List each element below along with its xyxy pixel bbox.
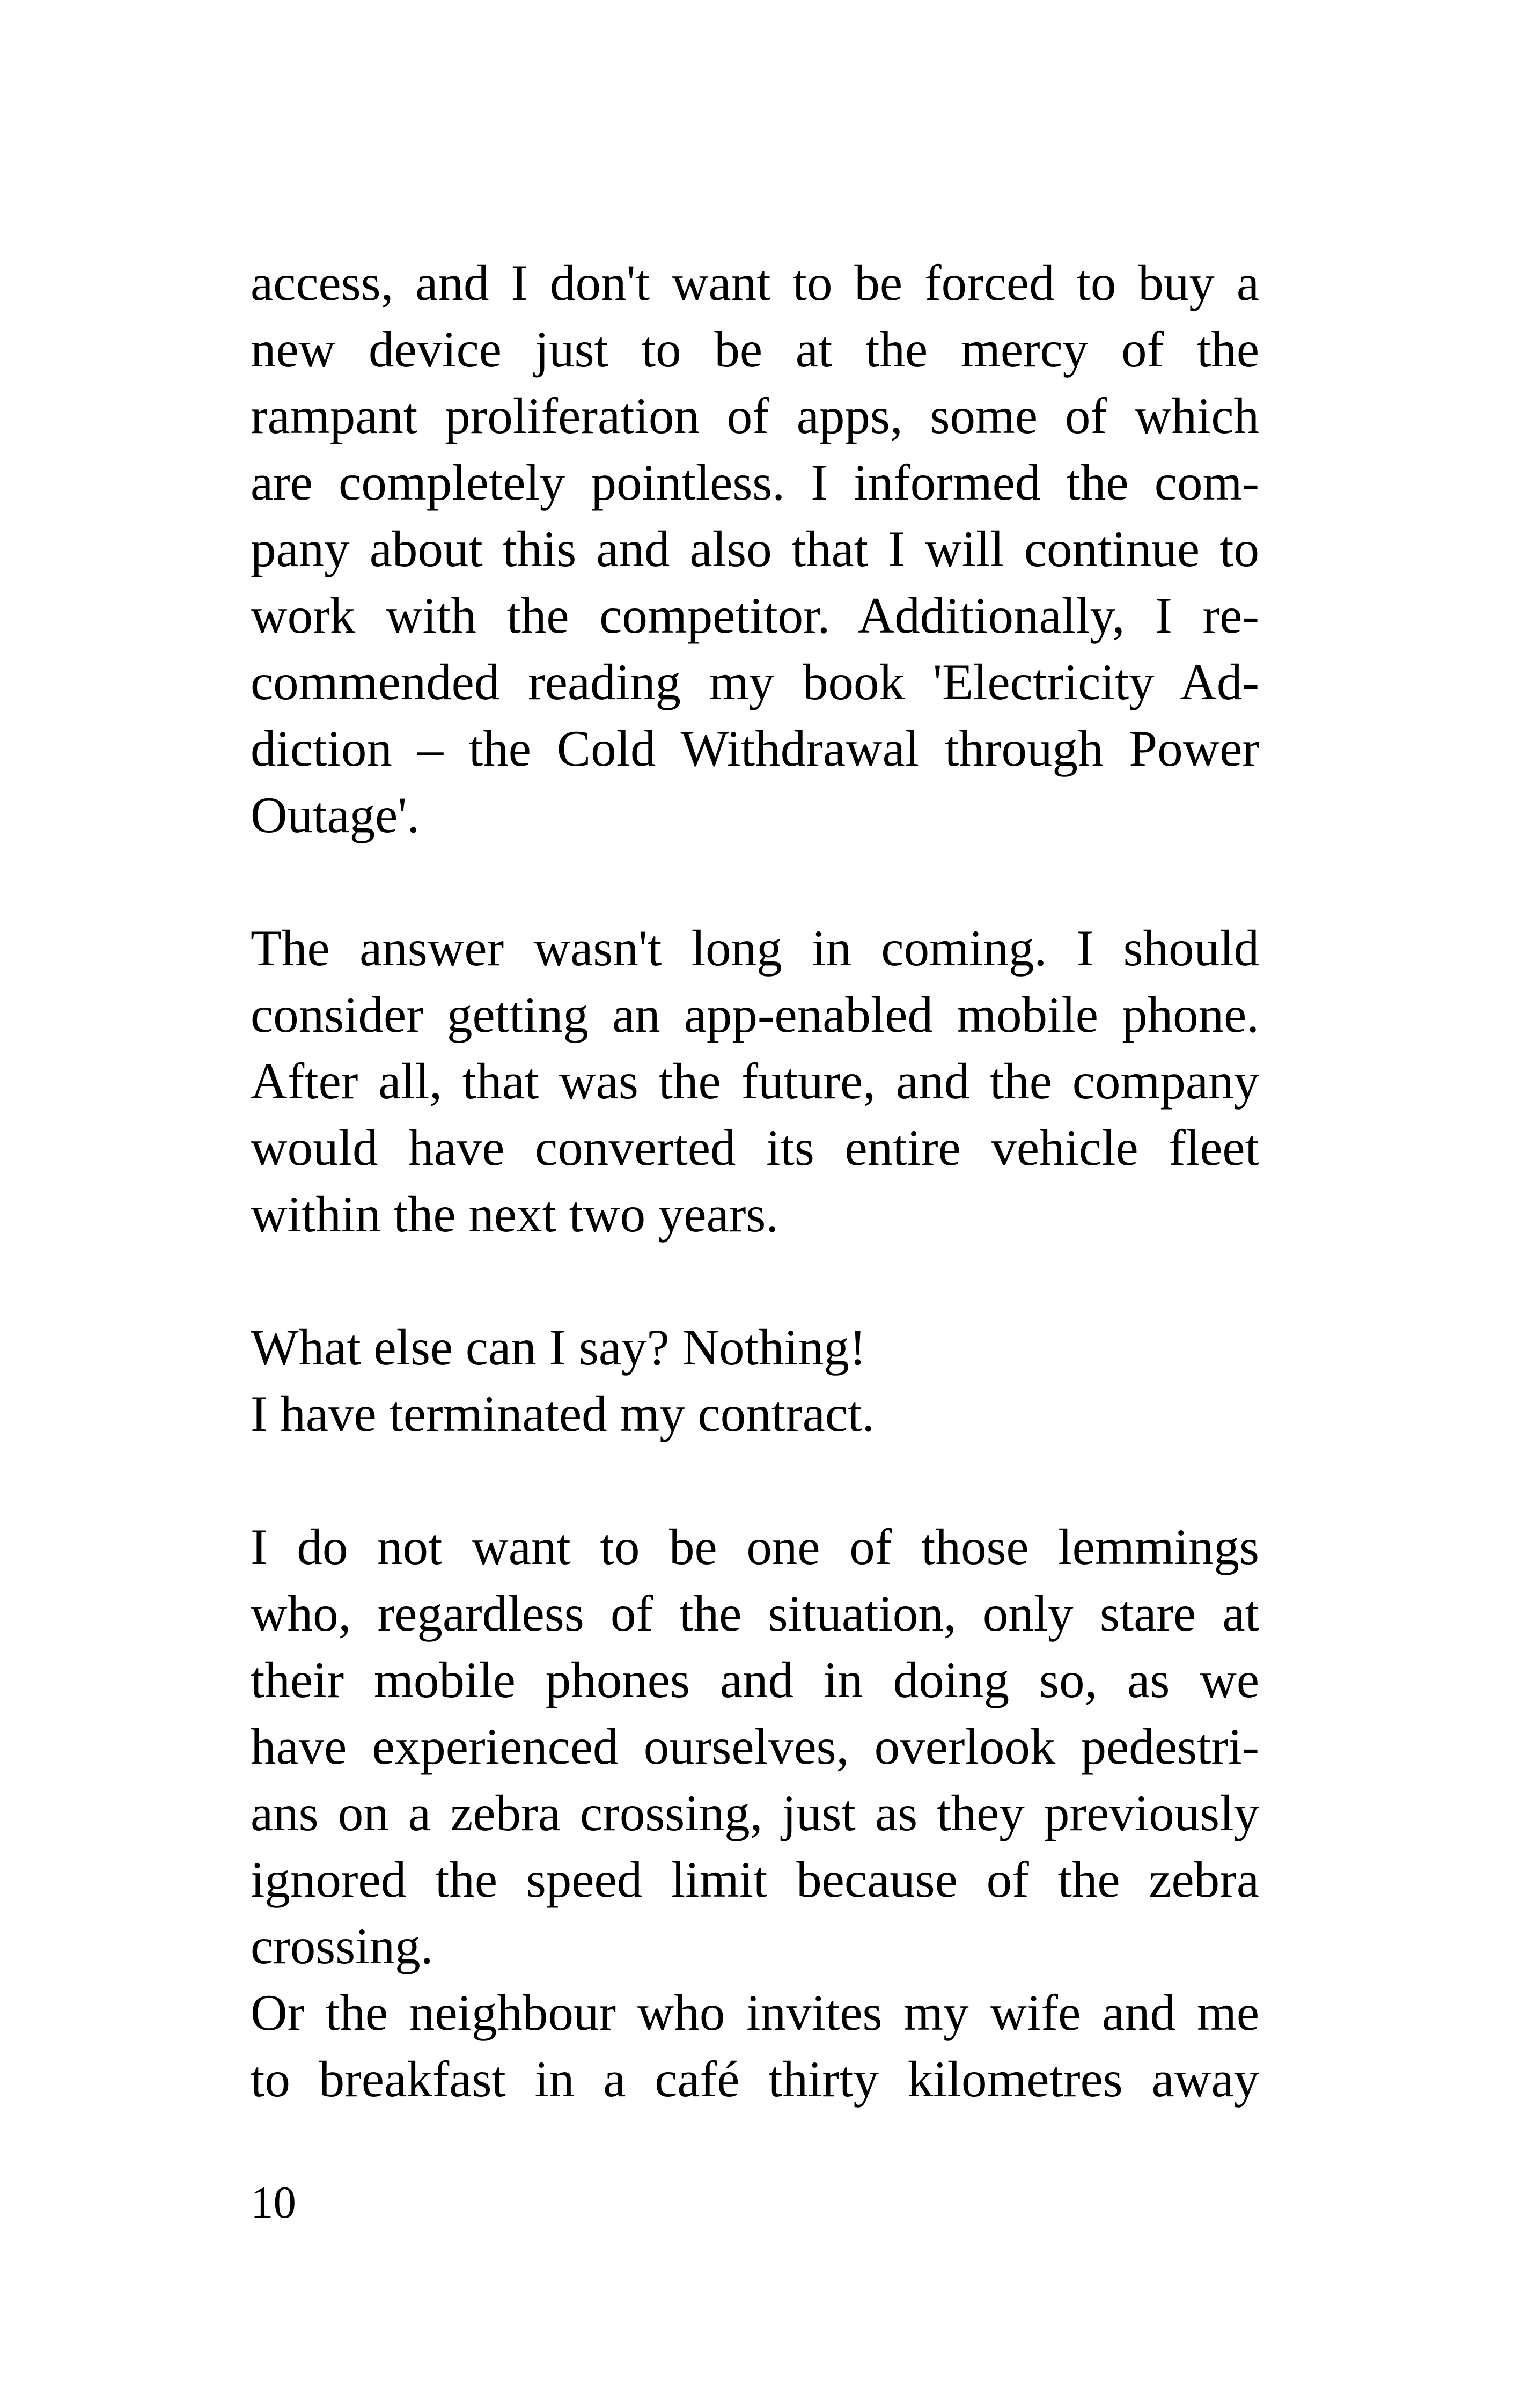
text-line: crossing. <box>251 1918 433 1974</box>
paragraph <box>251 915 1259 1247</box>
page-number: 10 <box>251 2177 296 2228</box>
text-line: What else can I say? Nothing! <box>251 1319 866 1376</box>
text-line: new device just to be at the mercy of the <box>251 321 1259 378</box>
text-line: The answer wasn't long in coming. I should <box>251 920 1259 977</box>
text-line: I do not want to be one of those lemmings <box>251 1518 1259 1575</box>
text-line: within the next two years. <box>251 1186 779 1243</box>
text-line: I have terminated my contract. <box>251 1385 875 1442</box>
paragraph-gap <box>251 848 1259 915</box>
text-line: access, and I don't want to be forced to buy a <box>251 254 1259 311</box>
text-line: who, regardless of the situation, only stare at <box>251 1585 1259 1642</box>
text-line: commended reading my book 'Electricity Ad- <box>251 654 1259 710</box>
paragraph-gap <box>251 1247 1259 1314</box>
text-line: diction – the Cold Withdrawal through Power <box>251 720 1259 777</box>
paragraph-gap <box>251 1447 1259 1514</box>
text-line: are completely pointless. I informed the com- <box>251 454 1259 511</box>
text-line: work with the competitor. Additionally, I re- <box>251 587 1259 644</box>
text-line: pany about this and also that I will continue to <box>251 520 1259 577</box>
text-line: consider getting an app-enabled mobile phone. <box>251 986 1259 1043</box>
paragraph <box>251 1514 1259 2112</box>
text-line: ignored the speed limit because of the zebra <box>251 1851 1259 1908</box>
paragraph <box>251 1314 1259 1447</box>
text-line: would have converted its entire vehicle fleet <box>251 1119 1259 1176</box>
text-line: their mobile phones and in doing so, as we <box>251 1651 1259 1708</box>
text-line: Or the neighbour who invites my wife and me <box>251 1984 1259 2041</box>
text-line: After all, that was the future, and the company <box>251 1053 1259 1110</box>
text-line: Outage'. <box>251 787 420 843</box>
paragraph <box>251 249 1259 848</box>
text-line: have experienced ourselves, overlook pedestri- <box>251 1718 1259 1775</box>
text-line: ans on a zebra crossing, just as they previously <box>251 1785 1259 1841</box>
body-text <box>251 249 1259 2112</box>
text-line: rampant proliferation of apps, some of which <box>251 387 1259 444</box>
text-line: to breakfast in a café thirty kilometres away <box>251 2051 1259 2108</box>
